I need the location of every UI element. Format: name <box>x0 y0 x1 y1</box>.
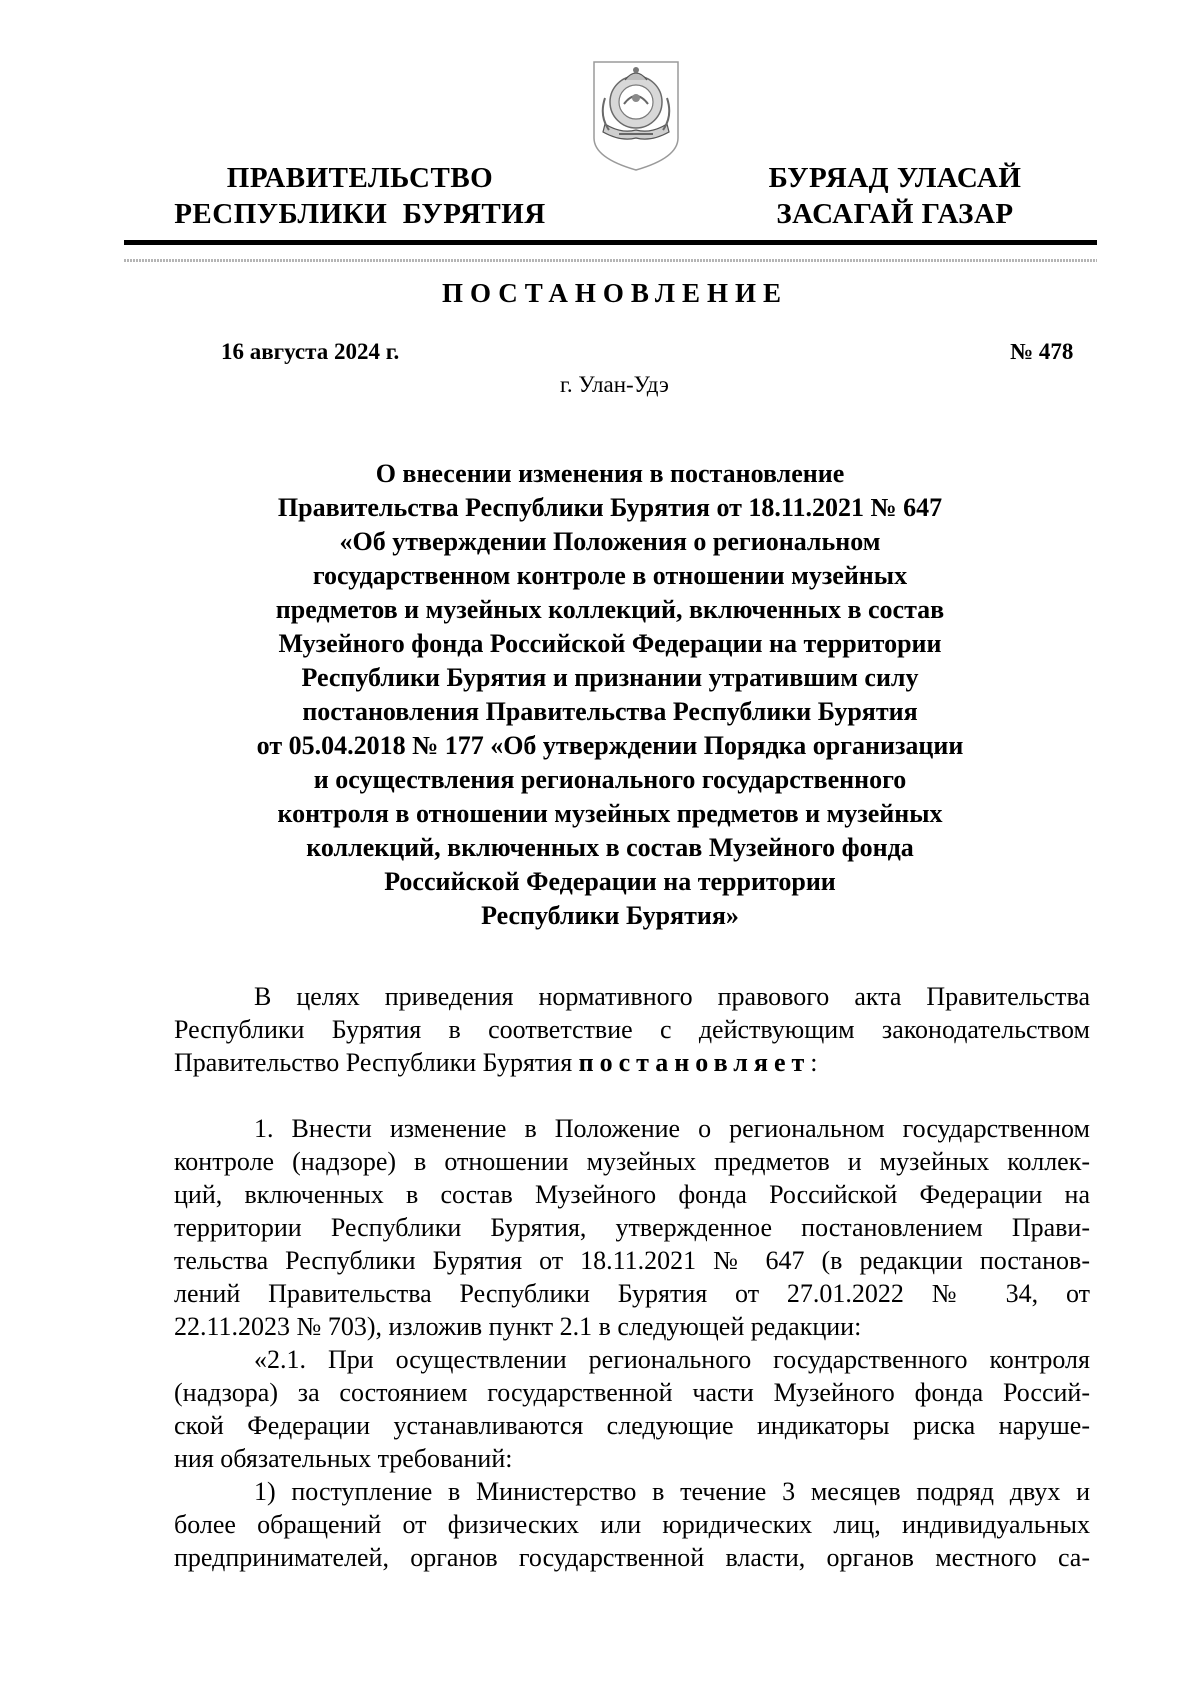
document-city: г. Улан-Удэ <box>560 372 669 397</box>
item-1-paragraph <box>174 1475 1090 1574</box>
subject-line: Российской Федерации на территории <box>384 867 836 896</box>
resolution-keyword: постановляет <box>578 1048 811 1077</box>
clause-line: 1. Внести изменение в Положение о региональном государственном <box>254 1114 1090 1143</box>
subject-line: О внесении изменения в постановление <box>375 459 845 488</box>
header-right-line: БУРЯАД УЛАСАЙ <box>768 162 1022 194</box>
document-date: 16 августа 2024 г. <box>221 339 400 364</box>
preamble-line-last <box>174 1046 1090 1079</box>
subject-line: Республики Бурятия и признании утратившим силу <box>301 663 919 692</box>
clause-1-paragraph <box>174 1112 1090 1343</box>
clause-line: тельства Республики Бурятия от 18.11.2021 № 647 (в редакции постанов- <box>174 1246 1090 1275</box>
subject-line: и осуществления регионального государственного <box>313 765 907 794</box>
document-number: № 478 <box>1010 339 1074 364</box>
preamble-suffix: : <box>810 1048 818 1077</box>
subject-line: Правительства Республики Бурятия от 18.11.2021 № 647 <box>277 493 943 522</box>
paragraph-gap <box>174 1079 1090 1112</box>
clause-line: лений Правительства Республики Бурятия от 27.01.2022 № 34, от <box>174 1279 1090 1308</box>
clause-line: территории Республики Бурятия, утвержденное постановлением Прави- <box>174 1213 1090 1242</box>
subject-line: коллекций, включенных в состав Музейного фонда <box>306 833 914 862</box>
clause-line: ций, включенных в состав Музейного фонда Российской Федерации на <box>174 1180 1090 1209</box>
document-subject <box>200 457 1020 933</box>
subject-line: постановления Правительства Республики Бурятия <box>302 697 918 726</box>
preamble-line: В целях приведения нормативного правового акта Правительства <box>254 982 1090 1011</box>
header-left-line: ПРАВИТЕЛЬСТВО <box>226 162 494 194</box>
clause-2-1-paragraph <box>174 1343 1090 1475</box>
header-divider-thin <box>124 259 1097 262</box>
subject-line: государственном контроле в отношении музейных <box>312 561 908 590</box>
subject-line: от 05.04.2018 № 177 «Об утверждении Порядка организации <box>256 731 964 760</box>
header-divider-thick <box>124 240 1097 245</box>
item-line: более обращений от физических или юридических лиц, индивидуальных <box>174 1510 1090 1539</box>
subject-line: Республики Бурятия» <box>481 901 739 930</box>
item-line: предпринимателей, органов государственной власти, органов местного са- <box>174 1543 1090 1572</box>
preamble-paragraph <box>174 980 1090 1079</box>
subject-line: контроля в отношении музейных предметов и музейных <box>277 799 943 828</box>
header-right-line: ЗАСАГАЙ ГАЗАР <box>776 198 1014 230</box>
header-left-line: РЕСПУБЛИКИ БУРЯТИЯ <box>174 198 546 230</box>
clause-line: ской Федерации устанавливаются следующие индикаторы риска наруше- <box>174 1411 1090 1440</box>
clause-line: (надзора) за состоянием государственной части Музейного фонда Россий- <box>174 1378 1090 1407</box>
document-type-title: ПОСТАНОВЛЕНИЕ <box>441 278 789 308</box>
item-line: 1) поступление в Министерство в течение 3 месяцев подряд двух и <box>254 1477 1090 1506</box>
document-body <box>174 980 1090 1574</box>
subject-line: «Об утверждении Положения о региональном <box>339 527 881 556</box>
preamble-line: Республики Бурятия в соответствие с действующим законодательством <box>174 1015 1090 1044</box>
clause-line: 22.11.2023 № 703), изложив пункт 2.1 в следующей редакции: <box>174 1312 862 1341</box>
government-name-russian <box>170 160 550 232</box>
clause-line: ния обязательных требований: <box>174 1444 513 1473</box>
clause-line: «2.1. При осуществлении регионального государственного контроля <box>254 1345 1090 1374</box>
preamble-prefix: Правительство Республики Бурятия <box>174 1048 579 1077</box>
subject-line: предметов и музейных коллекций, включенных в состав <box>275 595 945 624</box>
clause-line: контроле (надзоре) в отношении музейных предметов и музейных коллек- <box>174 1147 1090 1176</box>
coat-of-arms-icon <box>591 58 681 172</box>
government-name-buryat <box>745 160 1045 232</box>
subject-line: Музейного фонда Российской Федерации на территории <box>278 629 942 658</box>
